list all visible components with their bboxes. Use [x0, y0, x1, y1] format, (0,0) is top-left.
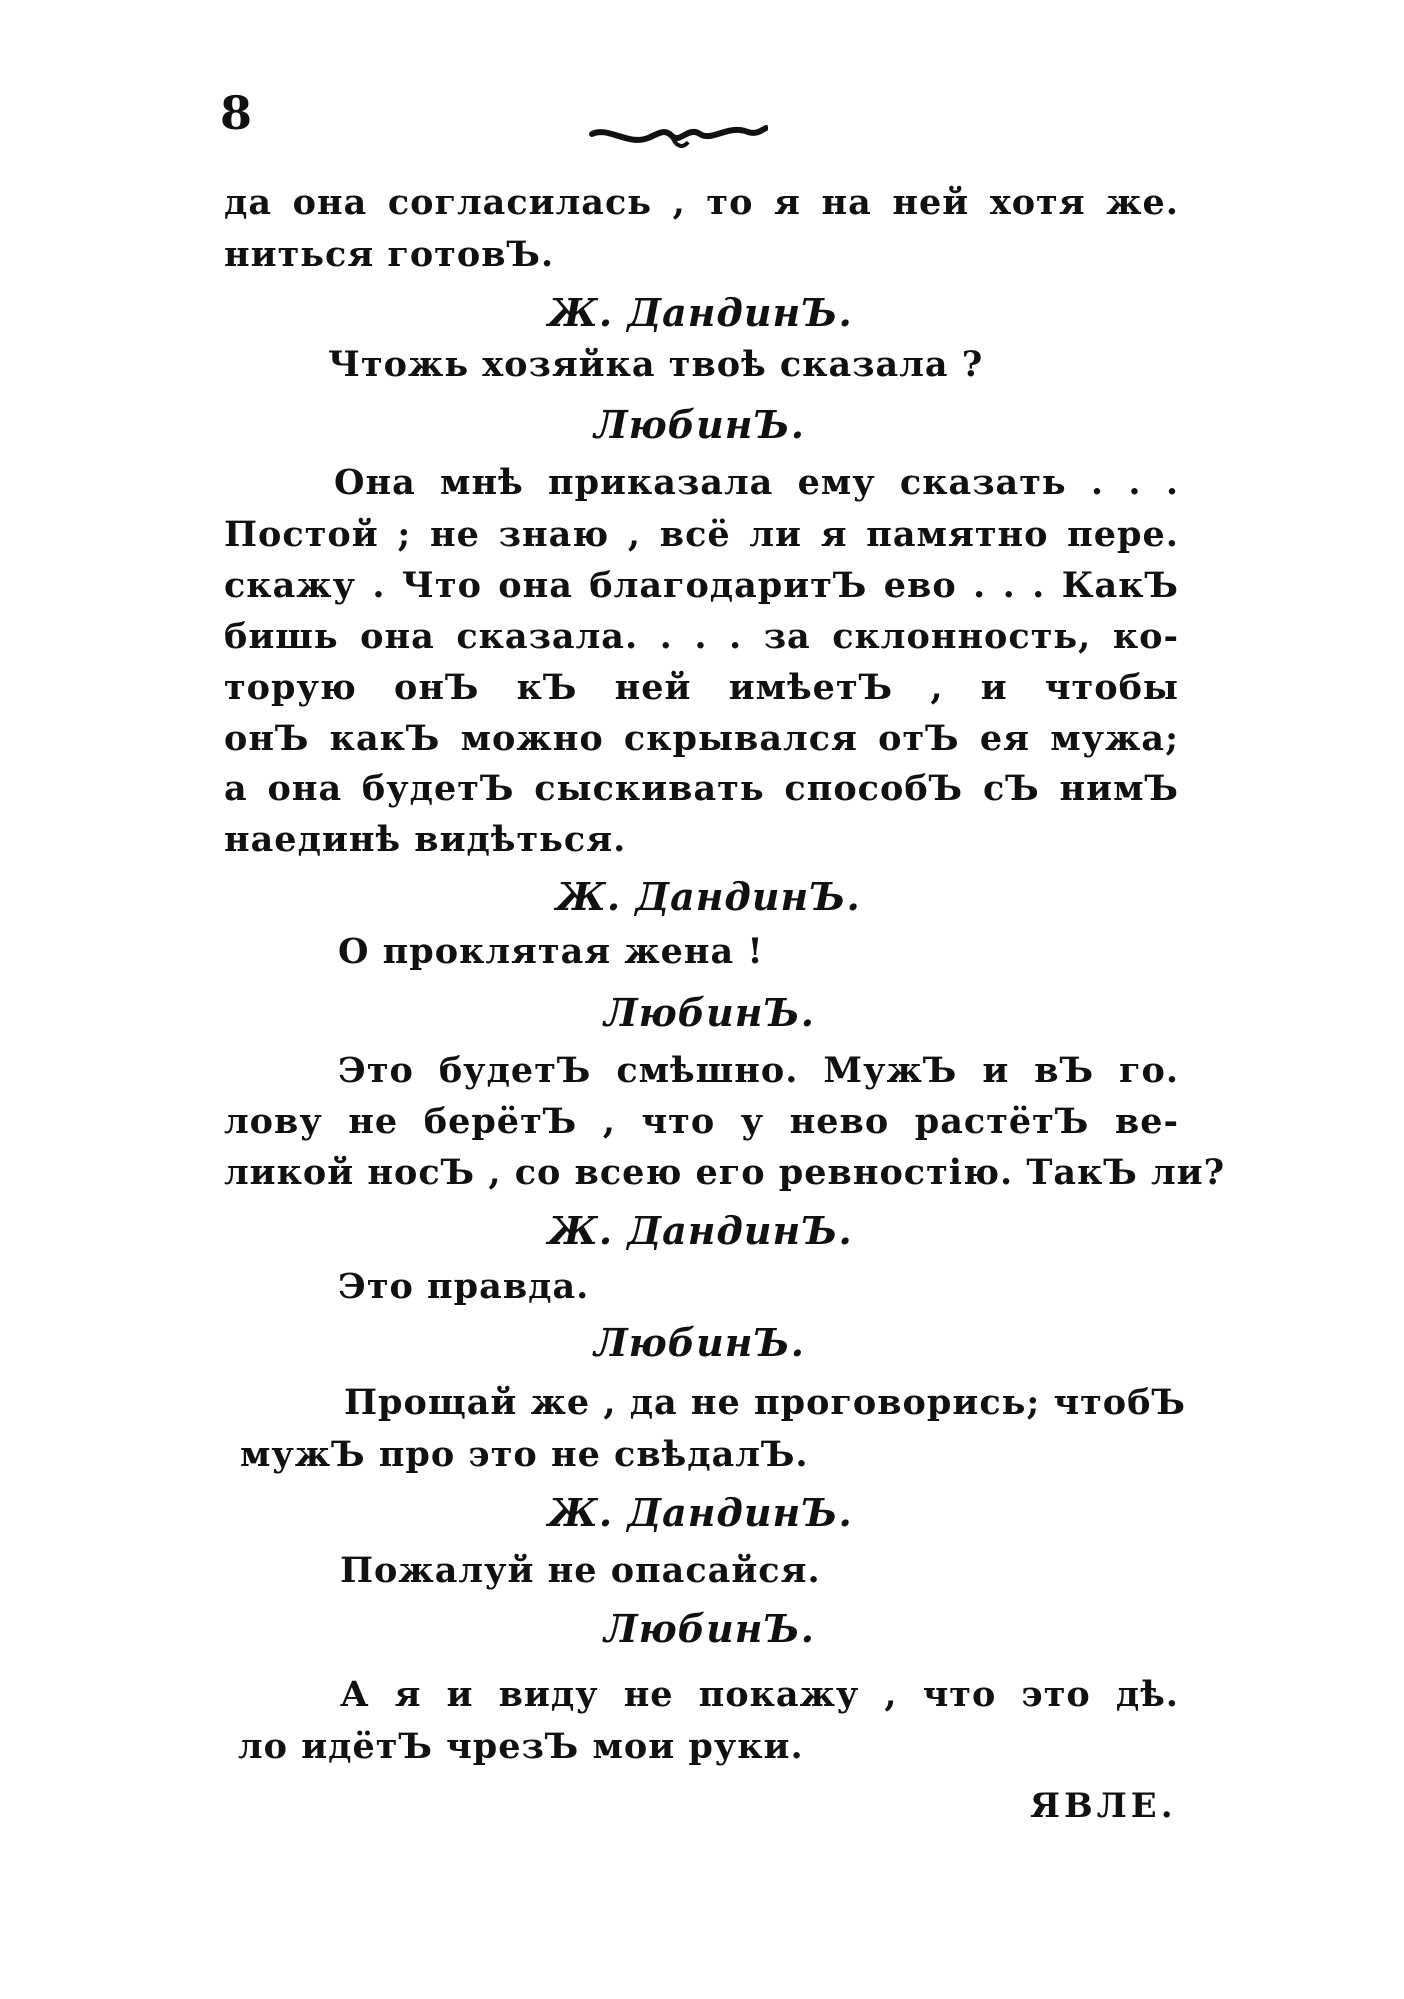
text-line: ло идётЪ чрезЪ мои руки.	[238, 1726, 804, 1767]
text-line: наединѣ видѣться.	[224, 819, 627, 860]
text-line: Пожалуй не опасайся.	[340, 1550, 821, 1591]
text-line: Это правда.	[338, 1266, 590, 1307]
speaker-name: ЛюбинЪ.	[604, 990, 816, 1035]
text-line: да она согласилась , то я на ней хотя же.	[224, 182, 1179, 223]
text-line: ликой носЪ , со всею его ревностію. ТакЪ ли?	[224, 1152, 1226, 1193]
text-line: онЪ какЪ можно скрывался отЪ ея мужа;	[224, 718, 1179, 759]
text-line: О проклятая жена !	[338, 931, 764, 972]
speaker-name: Ж. ДандинЪ.	[548, 290, 853, 335]
speaker-name: ЛюбинЪ.	[604, 1606, 816, 1651]
text-line: Это будетЪ смѣшно. МужЪ и вЪ го.	[338, 1050, 1179, 1091]
text-line: бишь она сказала. . . . за склонность, ко-	[224, 616, 1179, 657]
catchword: ЯВЛЕ.	[1030, 1786, 1177, 1826]
speaker-name: Ж. ДандинЪ.	[556, 874, 861, 919]
text-line: А я и виду не покажу , что это дѣ.	[340, 1674, 1179, 1715]
text-line: ниться готовЪ.	[224, 234, 555, 275]
text-line: мужЪ про это не свѣдалЪ.	[240, 1434, 809, 1475]
speaker-name: ЛюбинЪ.	[594, 1320, 806, 1365]
text-line: скажу . Что она благодаритЪ ево . . . КакЪ	[224, 565, 1179, 606]
text-line: Прощай же , да не проговорись; чтобЪ	[344, 1382, 1186, 1423]
text-line: Постой ; не знаю , всё ли я памятно пере.	[224, 514, 1179, 555]
page-number: 8	[220, 86, 253, 140]
text-line: торую онЪ кЪ ней имѣетЪ , и чтобы	[224, 667, 1179, 708]
text-line: Она мнѣ приказала ему сказать . . .	[334, 462, 1179, 503]
speaker-name: Ж. ДандинЪ.	[548, 1208, 853, 1253]
speaker-name: Ж. ДандинЪ.	[548, 1490, 853, 1535]
ornament-flourish	[588, 116, 768, 156]
text-line: лову не берётЪ , что у нево растётЪ ве-	[224, 1101, 1179, 1142]
speaker-name: ЛюбинЪ.	[594, 402, 806, 447]
text-line: Чтожь хозяйка твоѣ сказала ?	[328, 344, 984, 385]
text-line: а она будетЪ сыскивать способЪ сЪ нимЪ	[224, 768, 1179, 809]
